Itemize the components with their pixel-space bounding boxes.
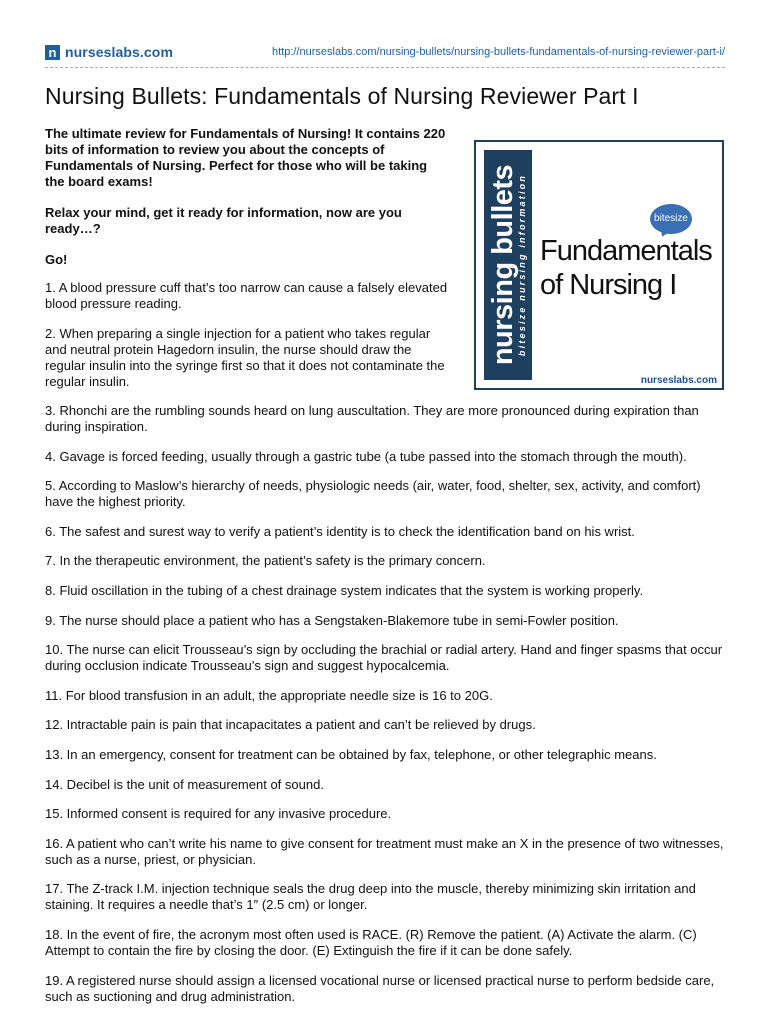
list-item: 1. A blood pressure cuff that’s too narrow can cause a falsely elevated blood pressure reading.: [45, 280, 448, 311]
list-item: 7. In the therapeutic environment, the patient’s safety is the primary concern.: [45, 553, 486, 569]
bullet-list-top: [45, 280, 450, 404]
list-item: 3. Rhonchi are the rumbling sounds heard on lung auscultation. They are more pronounced during expiration than during inspiration.: [45, 403, 699, 434]
list-item: 10. The nurse can elicit Trousseau’s sign by occluding the brachial or radial artery. Hand and finger spasms that occur during occlusion indicate Trousseau’s sign and suggest hypocalcemia.: [45, 642, 723, 674]
list-item: 18. In the event of fire, the acronym most often used is RACE. (R) Remove the patient. (A) Activate the alarm. (C) Attempt to contain the fire by closing the door. (E) Extinguish the fire if it can be done safely.: [45, 926, 697, 958]
cover-title-line-2: of Nursing I: [540, 269, 677, 301]
bullet-list: [45, 403, 725, 1018]
site-logo[interactable]: [45, 44, 173, 60]
logo-text: nurseslabs.com: [65, 44, 173, 60]
list-item: 6. The safest and surest way to verify a patient’s identity is to check the identification band on his wrist.: [45, 523, 635, 539]
cover-band: [484, 150, 532, 380]
bitesize-badge: bitesize: [650, 204, 692, 234]
list-item: 13. In an emergency, consent for treatment can be obtained by fax, telephone, or other telegraphic means.: [45, 746, 657, 762]
list-item: 4. Gavage is forced feeding, usually through a gastric tube (a tube passed into the stomach through the mouth).: [45, 448, 687, 464]
source-url-link[interactable]: http://nurseslabs.com/nursing-bullets/nursing-bullets-fundamentals-of-nursing-reviewer-part-i/: [271, 46, 725, 58]
list-item: 2. When preparing a single injection for a patient who takes regular and neutral protein Hagedorn insulin, the nurse should draw the regular insulin into the syringe first so that it does not contaminate the regular insulin.: [45, 326, 445, 389]
intro-paragraph-2: Relax your mind, get it ready for information, now are you ready…?: [45, 205, 402, 236]
list-item: 9. The nurse should place a patient who has a Sengstaken-Blakemore tube in semi-Fowler position.: [45, 612, 619, 628]
intro-paragraph-1: The ultimate review for Fundamentals of Nursing! It contains 220 bits of information to review you about the concepts of Fundamentals of Nursing. Perfect for those who will be taking the board exams!: [45, 126, 446, 189]
list-item: 19. A registered nurse should assign a licensed vocational nurse or licensed practical nurse to perform bedside care, such as suctioning and drug administration.: [45, 972, 715, 1004]
list-item: 16. A patient who can’t write his name to give consent for treatment must make an X in the presence of two witnesses, such as a nurse, priest, or physician.: [45, 835, 724, 867]
intro-section: [45, 126, 450, 283]
cover-band-sub: bitesize nursing information: [517, 173, 527, 357]
intro-paragraph-3: Go!: [45, 252, 68, 267]
header-divider: [45, 67, 725, 68]
page-title: Nursing Bullets: Fundamentals of Nursing Reviewer Part I: [45, 83, 639, 109]
cover-band-main: nursing bullets: [487, 164, 519, 366]
page-header: [45, 42, 725, 66]
list-item: 5. According to Maslow’s hierarchy of needs, physiologic needs (air, water, food, shelter, sex, activity, and comfort) have the highest priority.: [45, 478, 701, 510]
cover-site-label: nurseslabs.com: [640, 375, 717, 386]
cover-image: [474, 140, 724, 390]
list-item: 11. For blood transfusion in an adult, the appropriate needle size is 16 to 20G.: [45, 687, 493, 703]
cover-band-text: [488, 165, 528, 365]
cover-title-line-1: Fundamentals: [540, 235, 712, 267]
list-item: 14. Decibel is the unit of measurement of sound.: [45, 776, 324, 792]
list-item: 15. Informed consent is required for any invasive procedure.: [45, 806, 392, 822]
list-item: 12. Intractable pain is pain that incapacitates a patient and can’t be relieved by drugs.: [45, 717, 536, 733]
list-item: 8. Fluid oscillation in the tubing of a chest drainage system indicates that the system is working properly.: [45, 582, 644, 598]
cover-title: [540, 234, 712, 302]
logo-mark-icon: n: [45, 45, 60, 60]
list-item: 17. The Z-track I.M. injection technique seals the drug deep into the muscle, thereby minimizing skin irritation and staining. It requires a needle that’s 1″ (2.5 cm) or longer.: [45, 881, 696, 913]
